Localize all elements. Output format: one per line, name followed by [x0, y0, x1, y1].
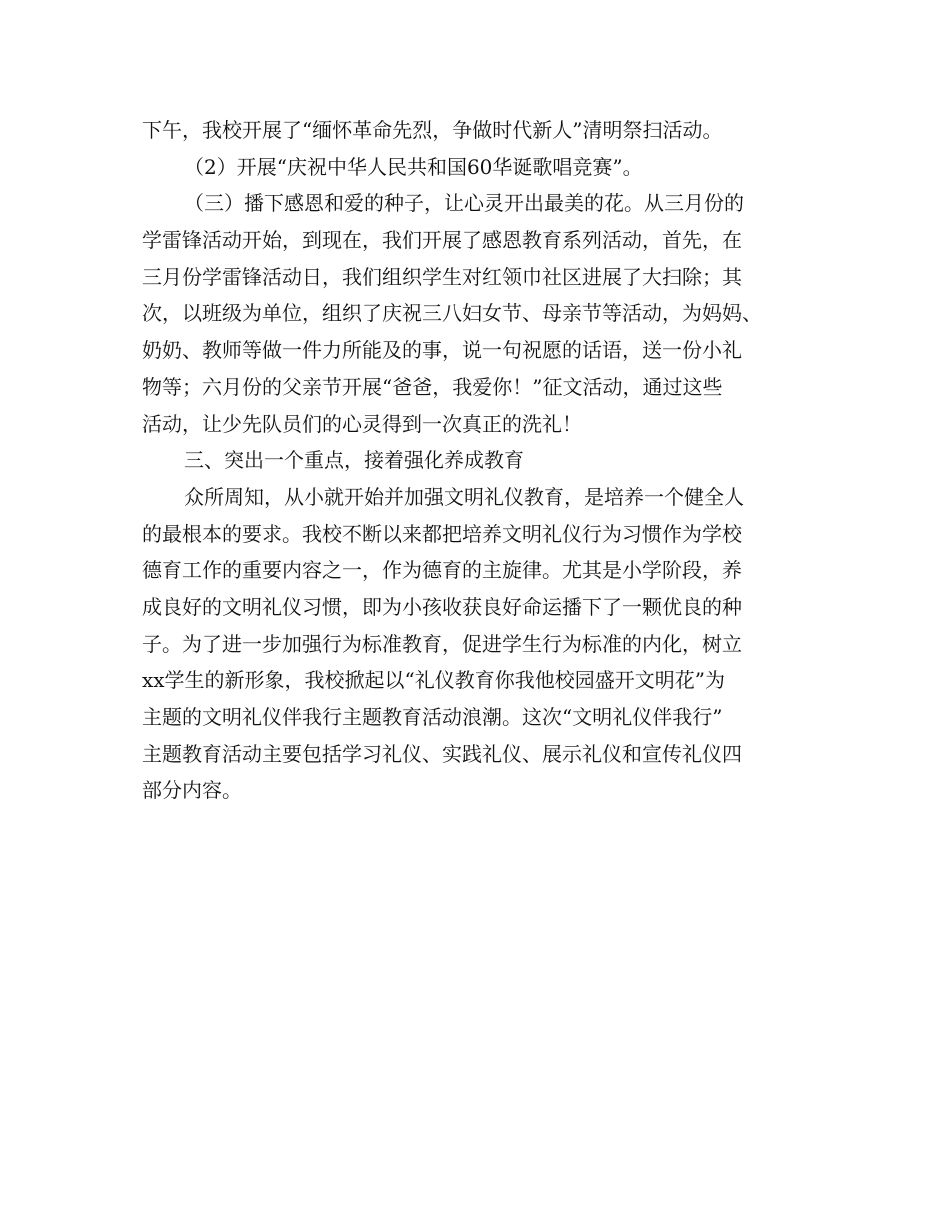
- text-line: 下午，我校开展了“缅怀革命先烈，争做时代新人”清明祭扫活动。: [142, 118, 723, 142]
- text-line: 成良好的文明礼仪习惯，即为小孩收获良好命运播下了一颗优良的种: [142, 594, 742, 619]
- section-heading: 三、突出一个重点，接着强化养成教育: [184, 448, 524, 473]
- text-line: 众所周知，从小就开始并加强文明礼仪教育，是培养一个健全人: [184, 484, 744, 509]
- text-line: 主题的文明礼仪伴我行主题教育活动浪潮。这次“文明礼仪伴我行”: [142, 705, 723, 729]
- text-line: 物等；六月份的父亲节开展“爸爸，我爱你！”征文活动，通过这些: [142, 374, 723, 399]
- text-line: 部分内容。: [142, 778, 242, 803]
- document-body: [142, 112, 832, 809]
- text-line: （2）开展“庆祝中华人民共和国60华诞歌唱竞赛”。: [184, 154, 643, 179]
- text-line: 三月份学雷锋活动日，我们组织学生对红领巾社区进展了大扫除；其: [142, 264, 742, 289]
- text-line: 主题教育活动主要包括学习礼仪、实践礼仪、展示礼仪和宣传礼仪四: [142, 741, 742, 766]
- text-line: 奶奶、教师等做一件力所能及的事，说一句祝愿的话语，送一份小礼: [142, 338, 742, 363]
- text-line: xx学生的新形象，我校掀起以“礼仪教育你我他校园盛开文明花”为: [142, 668, 726, 693]
- text-line: 次，以班级为单位，组织了庆祝三八妇女节、母亲节等活动，为妈妈、: [142, 301, 762, 326]
- text-line: 子。为了进一步加强行为标准教育，促进学生行为标准的内化，树立: [142, 631, 742, 656]
- text-line: 的最根本的要求。我校不断以来都把培养文明礼仪行为习惯作为学校: [142, 521, 742, 546]
- text-line: 学雷锋活动开始，到现在，我们开展了感恩教育系列活动，首先，在: [142, 228, 742, 253]
- section-heading-line: （三）播下感恩和爱的种子，让心灵开出最美的花。从三月份的: [184, 191, 744, 216]
- text-line: 活动，让少先队员们的心灵得到一次真正的洗礼！: [142, 411, 582, 436]
- text-line: 德育工作的重要内容之一，作为德育的主旋律。尤其是小学阶段，养: [142, 558, 742, 583]
